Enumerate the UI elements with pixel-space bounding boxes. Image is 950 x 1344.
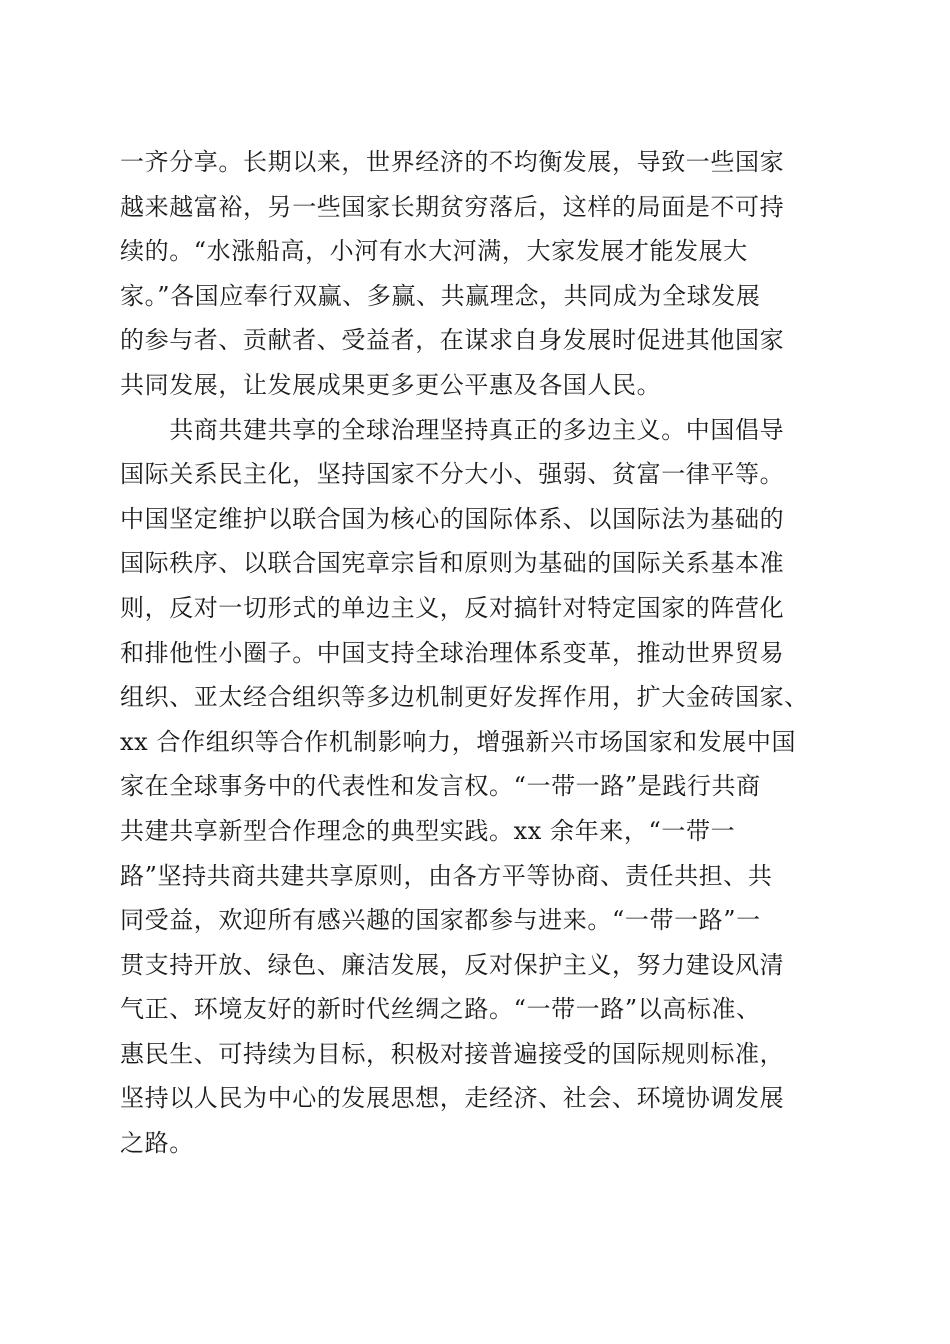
text-line: 之路。 <box>120 1129 194 1158</box>
text-line: xx 合作组织等合作机制影响力，增强新兴市场国家和发展中国 <box>120 727 797 756</box>
paragraph-2 <box>120 408 840 1166</box>
body-text <box>120 140 840 1166</box>
text-line: 路”坚持共商共建共享原则，由各方平等协商、责任共担、共 <box>120 861 773 890</box>
text-line: 组织、亚太经合组织等多边机制更好发挥作用，扩大金砖国家、 <box>120 683 809 712</box>
text-line: 共商共建共享的全球治理坚持真正的多边主义。中国倡导 <box>120 415 785 444</box>
text-line: 国际秩序、以联合国宪章宗旨和原则为基础的国际关系基本准 <box>120 549 785 578</box>
text-line: 越来越富裕，另一些国家长期贫穷落后，这样的局面是不可持 <box>120 192 785 221</box>
text-line: 气正、环境友好的新时代丝绸之路。“一带一路”以高标准、 <box>120 995 761 1024</box>
text-line: 贯支持开放、绿色、廉洁发展，反对保护主义，努力建设风清 <box>120 950 785 979</box>
text-line: 国际关系民主化，坚持国家不分大小、强弱、贫富一律平等。 <box>120 460 785 489</box>
text-line: 则，反对一切形式的单边主义，反对搞针对特定国家的阵营化 <box>120 593 785 622</box>
text-line: 的参与者、贡献者、受益者，在谋求自身发展时促进其他国家 <box>120 326 785 355</box>
text-line: 共同发展，让发展成果更多更公平惠及各国人民。 <box>120 370 662 399</box>
text-line: 坚持以人民为中心的发展思想，走经济、社会、环境协调发展 <box>120 1084 785 1113</box>
text-line: 同受益，欢迎所有感兴趣的国家都参与进来。“一带一路”一 <box>120 906 761 935</box>
text-line: 续的。“水涨船高，小河有水大河满，大家发展才能发展大 <box>120 237 748 266</box>
text-line: 共建共享新型合作理念的典型实践。xx 余年来，“一带一 <box>120 816 736 845</box>
text-line: 一齐分享。长期以来，世界经济的不均衡发展，导致一些国家 <box>120 148 785 176</box>
text-line: 家。”各国应奉行双赢、多赢、共赢理念，共同成为全球发展 <box>120 281 761 310</box>
text-line: 中国坚定维护以联合国为核心的国际体系、以国际法为基础的 <box>120 504 785 533</box>
text-line: 惠民生、可持续为目标，积极对接普遍接受的国际规则标准， <box>120 1039 785 1068</box>
paragraph-1 <box>120 140 840 408</box>
text-line: 家在全球事务中的代表性和发言权。“一带一路”是践行共商 <box>120 772 761 801</box>
text-line: 和排他性小圈子。中国支持全球治理体系变革，推动世界贸易 <box>120 638 785 667</box>
